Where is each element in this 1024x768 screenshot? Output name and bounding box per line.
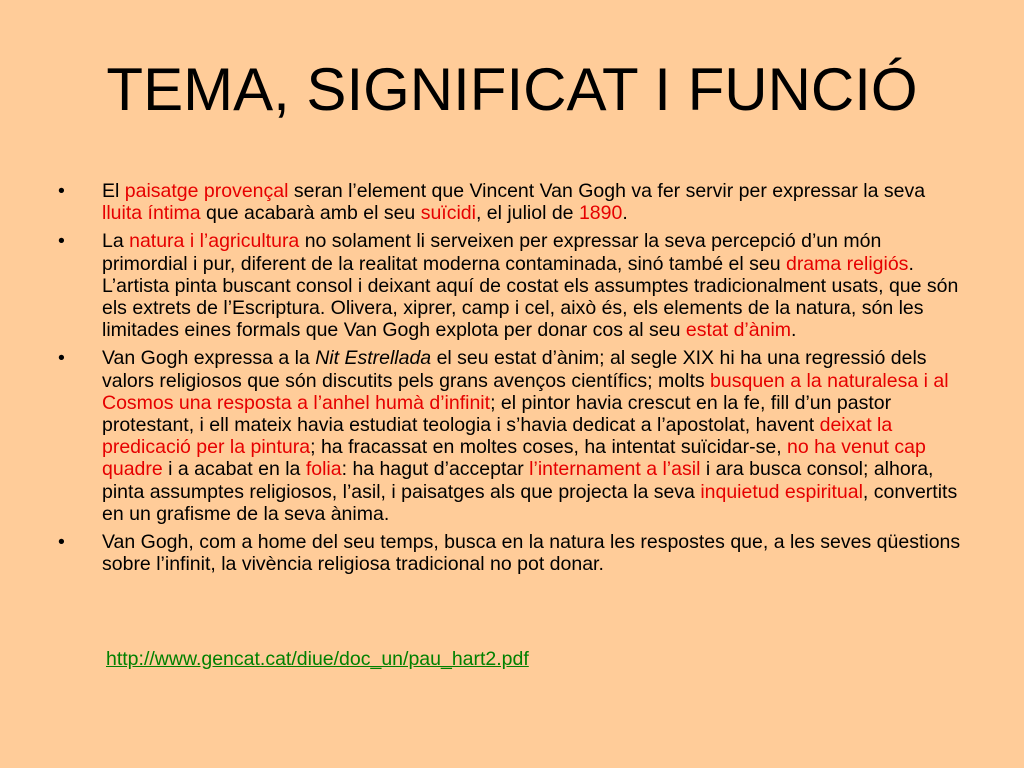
highlight-text: deixat la predicació per la pintura [102,414,893,459]
highlight-text: paisatge provençal [124,180,289,202]
slide-body [58,180,968,581]
bullet-text: Van Gogh expressa a la Nit Estrellada el seu estat d’ànim; al segle XIX hi ha una regressió dels valors religiosos que són discutits pels grans avenços científics; molts busquen a la naturalesa i al Cosmos una resposta a l’anhel humà d’infinit; el pintor havia crescut en la fe, fill d’un pastor protestant, i ell mateix havia estudiat teologia i s’havia dedicat a l’apostolat, havent deixat la predicació per la pintura; ha fracassat en moltes coses, ha intentat suïcidar-se, no ha venut cap quadre i a acabat en la folia: ha hagut d’acceptar l’internament a l’asil i ara busca consol; alhora, pinta assumptes religiosos, l’asil, i paisatges als que projecta la seva inquietud espiritual, convertits en un grafisme de la seva ànima. [102,347,958,525]
bullet-text: Van Gogh, com a home del seu temps, busca en la natura les respostes que, a les seves qüestions sobre l’infinit, la vivència religiosa tradicional no pot donar. [102,531,961,576]
highlight-text: l’internament a l’asil [529,458,701,481]
highlight-text: lluita íntima [102,202,201,225]
highlight-text: estat d’ànim [685,319,792,342]
bullet-dot-icon: • [58,180,65,202]
highlight-text: 1890 [578,202,623,225]
bullet-item-2 [58,230,968,341]
slide-title: TEMA, SIGNIFICAT I FUNCIÓ [106,56,918,123]
bullet-text: La natura i l’agricultura no solament li serveixen per expressar la seva percepció d’un món primordial i pur, diferent de la realitat moderna contaminada, sinó també el seu drama religiós. L’artista pinta buscant consol i deixant aquí de costat els assumptes tradicionalment usats, que són els extrets de l’Escriptura. Olivera, xiprer, camp i cel, això és, els elements de la natura, són les limitades eines formals que Van Gogh explota per donar cos al seu estat d’ànim. [102,230,959,342]
highlight-text: suïcidi [420,202,476,225]
highlight-text: natura i l’agricultura [129,230,300,253]
highlight-text: no ha venut cap quadre [102,436,926,481]
highlight-text: drama religiós [785,252,909,275]
source-link[interactable]: http://www.gencat.cat/diue/doc_un/pau_hart2.pdf [106,648,529,670]
bullet-text: El paisatge provençal seran l’element que Vincent Van Gogh va fer servir per expressar la seva lluita íntima que acabarà amb el seu suïcidi, el juliol de 1890. [102,180,926,225]
bullet-dot-icon: • [58,531,65,554]
bullet-dot-icon: • [58,347,65,370]
painting-title: Nit Estrellada [315,347,432,370]
highlight-text: busquen a la naturalesa i al Cosmos una resposta a l’anhel humà d’infinit [102,369,949,414]
bullet-dot-icon: • [58,230,65,253]
highlight-text: inquietud espiritual [700,480,863,503]
highlight-text: folia [305,458,342,481]
bullet-item-4 [58,531,968,575]
bullet-item-1 [58,180,968,224]
bullet-item-3 [58,347,968,525]
